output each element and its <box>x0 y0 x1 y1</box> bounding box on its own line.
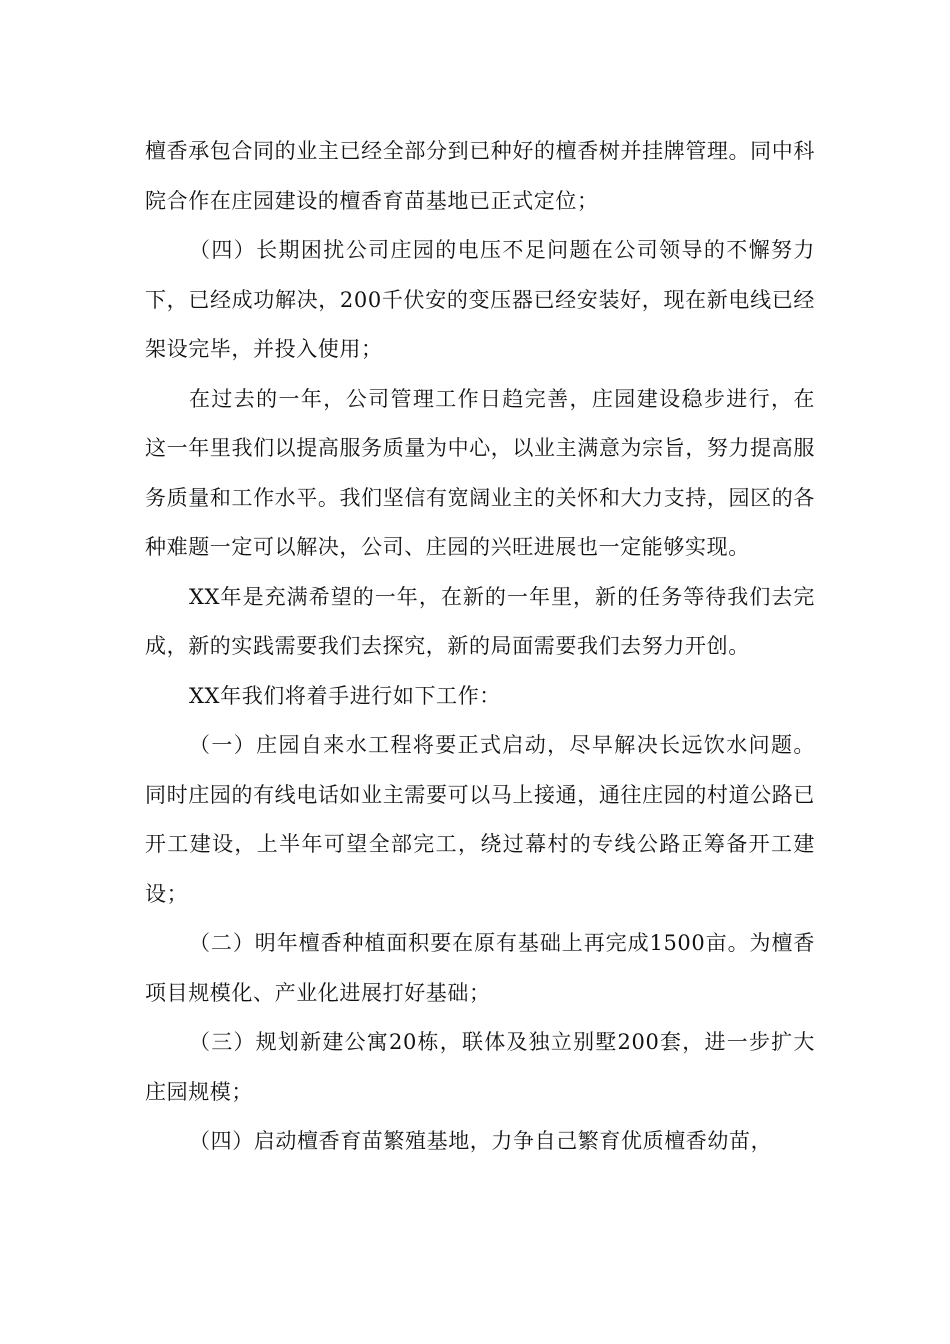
paragraph-plan-nursery-base: （四）启动檀香育苗繁殖基地，力争自己繁育优质檀香幼苗， <box>189 1129 773 1153</box>
paragraph-work-plan-intro: XX年我们将着手进行如下工作： <box>189 683 501 708</box>
paragraph-voltage-solved: （四）长期困扰公司庄园的电压不足问题在公司领导的不懈努力下，已经成功解决，200千伏安的变压器已经安装好，现在新电线已经架设完毕，并投入使用； <box>145 238 815 361</box>
paragraph-plan-sandalwood-planting: （二）明年檀香种植面积要在原有基础上再完成1500亩。为檀香项目规模化、产业化进展打好基础； <box>145 931 815 1005</box>
document-body <box>145 127 815 1167</box>
paragraph-plan-apartments-villas: （三）规划新建公寓20栋，联体及独立别墅200套，进一步扩大庄园规模； <box>145 1030 815 1104</box>
paragraph-new-year-hope: XX年是充满希望的一年，在新的一年里，新的任务等待我们去完成，新的实践需要我们去探究，新的局面需要我们去努力开创。 <box>145 584 815 658</box>
paragraph-past-year-summary: 在过去的一年，公司管理工作日趋完善，庄园建设稳步进行，在这一年里我们以提高服务质量为中心，以业主满意为宗旨，努力提高服务质量和工作水平。我们坚信有宽阔业主的关怀和大力支持，园区的各种难题一定可以解决，公司、庄园的兴旺进展也一定能够实现。 <box>145 386 815 559</box>
paragraph-contract-owners: 檀香承包合同的业主已经全部分到已种好的檀香树并挂牌管理。同中科院合作在庄园建设的檀香育苗基地已正式定位； <box>145 139 815 213</box>
paragraph-plan-water-project: （一）庄园自来水工程将要正式启动，尽早解决长远饮水问题。同时庄园的有线电话如业主需要可以马上接通，通往庄园的村道公路已开工建设，上半年可望全部完工，绕过幕村的专线公路正筹备开工建设； <box>145 733 815 906</box>
